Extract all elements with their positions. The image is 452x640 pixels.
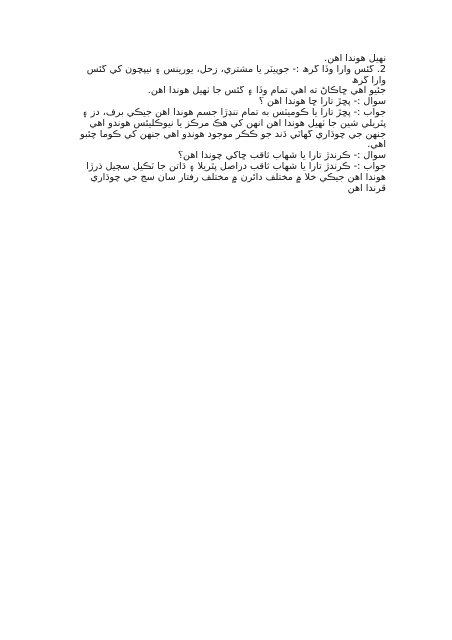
- text-line: سوال :- ڪرندڙ تارا يا شهاب ثاقب ڇاکي چوندا آهن؟: [177, 151, 386, 162]
- text-line: هوندا آهن جيڪي خلا ۾ مختلف دائرن ۾ مختلف رفتار سان سج جي چوڌاري: [90, 172, 386, 183]
- text-line: سوال :- پڇڙ تارا ڇا هوندا آهن ؟: [258, 97, 386, 108]
- text-line: جواب :- ڪرندڙ تارا يا شهاب ثاقب دراصل پٿريلا ۽ ڌاتن جا ٽڪيل سڄيل ذرڙا: [86, 161, 386, 172]
- text-line: ڦرندا آهن: [347, 183, 386, 194]
- text-line: آهي.: [367, 140, 386, 151]
- text-line: جنهن جي چوڌاري گهاٽي ڌند جو ڪڪر موجود هوندو آهي جنهن کي ڪوما چئبو: [80, 129, 386, 140]
- text-line: جواب :- پڇڙ تارا يا ڪوميٽس به تمام ننڍڙا جسم هوندا آهن جيڪي برف، دز ۽: [82, 107, 386, 118]
- text-line: جئيو آهي ڇاڪاڻ ته اهي تمام وڏا ۽ گئس جا ٺهيل هوندا آهن.: [147, 86, 386, 97]
- text-line: وارا گرھ: [351, 75, 386, 86]
- text-line: 2. گئس وارا وڏا گرھ :- جوپيٽر يا مشتري، زحل، يورينس ۽ نيپچون کي گئس: [86, 64, 386, 75]
- text-line: پٿريلي شين جا ٺهيل هوندا آهن انهن کي هڪ مرڪز يا نيوڪليئس هوندو آهي: [89, 118, 386, 129]
- text-line: نهيل هوندا آهن.: [324, 54, 386, 64]
- document-text: [58, 54, 386, 194]
